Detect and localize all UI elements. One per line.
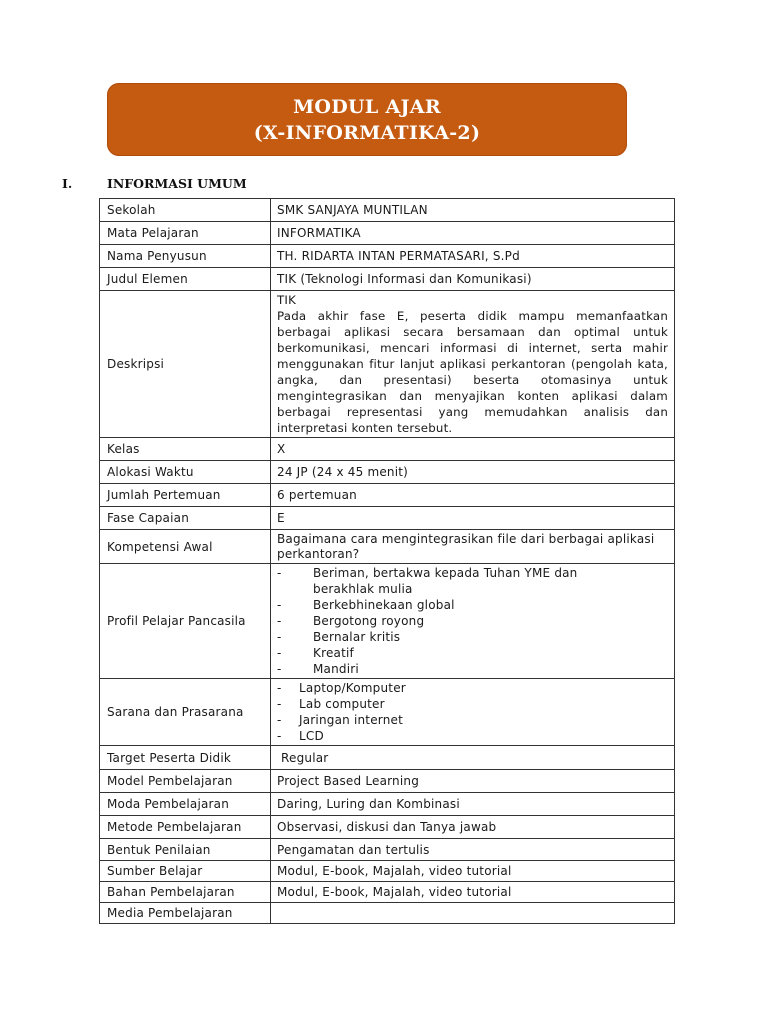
row-label: Model Pembelajaran: [100, 770, 271, 793]
table-row: [100, 679, 675, 746]
title-banner: [107, 83, 627, 156]
list-dash: -: [277, 681, 282, 695]
row-value: INFORMATIKA: [271, 222, 675, 245]
table-row: [100, 268, 675, 291]
list-dash: -: [277, 646, 282, 660]
row-value: Daring, Luring dan Kombinasi: [271, 793, 675, 816]
list-dash: -: [277, 630, 282, 644]
list-item: [277, 696, 668, 712]
list-text: Lab computer: [299, 697, 385, 711]
table-row: [100, 564, 675, 679]
row-label: Kelas: [100, 438, 271, 461]
row-value: E: [271, 507, 675, 530]
list-item: [277, 645, 668, 661]
row-value: Modul, E-book, Majalah, video tutorial: [271, 861, 675, 882]
row-label: Bahan Pembelajaran: [100, 882, 271, 903]
row-label: Moda Pembelajaran: [100, 793, 271, 816]
row-value: [271, 903, 675, 924]
list-dash: -: [277, 566, 282, 580]
row-label: Bentuk Penilaian: [100, 839, 271, 861]
table-row: [100, 222, 675, 245]
list-item: [277, 680, 668, 696]
table-row: [100, 438, 675, 461]
row-value: SMK SANJAYA MUNTILAN: [271, 199, 675, 222]
section-heading: [62, 176, 247, 191]
row-label: Fase Capaian: [100, 507, 271, 530]
list-item: [277, 629, 668, 645]
description-text: Pada akhir fase E, peserta didik mampu memanfaatkan berbagai aplikasi secara bersamaan dan optimal untuk berkomunikasi, mencari informasi di internet, serta mahir menggunakan fitur lanjut aplikasi perkantoran (pengolah kata, angka, dan presentasi) beserta otomasinya untuk mengintegrasikan dan menyajikan konten aplikasi dalam berbagai representasi yang memudahkan analisis dan interpretasi konten tersebut.: [277, 309, 668, 435]
list-dash: -: [277, 713, 282, 727]
row-value: 6 pertemuan: [271, 484, 675, 507]
description-heading: TIK: [277, 293, 297, 307]
table-row: [100, 245, 675, 268]
list-dash: -: [277, 614, 282, 628]
list-text: Jaringan internet: [299, 713, 403, 727]
profil-list-cell: [271, 564, 675, 679]
list-dash: -: [277, 697, 282, 711]
list-dash: -: [277, 662, 282, 676]
row-label: Profil Pelajar Pancasila: [100, 564, 271, 679]
list-item: [277, 581, 668, 597]
table-row: [100, 746, 675, 770]
list-text: Laptop/Komputer: [299, 681, 406, 695]
table-row: [100, 882, 675, 903]
row-label: Sekolah: [100, 199, 271, 222]
row-label: Mata Pelajaran: [100, 222, 271, 245]
info-table: [99, 198, 675, 924]
row-value: Pengamatan dan tertulis: [271, 839, 675, 861]
row-label: Target Peserta Didik: [100, 746, 271, 770]
list-text: Bernalar kritis: [313, 630, 401, 644]
row-label: Kompetensi Awal: [100, 530, 271, 564]
table-row: [100, 484, 675, 507]
list-text: Beriman, bertakwa kepada Tuhan YME dan: [313, 566, 578, 580]
table-row: [100, 770, 675, 793]
row-label: Judul Elemen: [100, 268, 271, 291]
list-item: [277, 661, 668, 677]
list-text: Bergotong royong: [313, 614, 425, 628]
section-title: INFORMASI UMUM: [107, 176, 247, 191]
row-value: X: [271, 438, 675, 461]
row-value: TIK (Teknologi Informasi dan Komunikasi): [271, 268, 675, 291]
table-row: [100, 507, 675, 530]
row-label: Alokasi Waktu: [100, 461, 271, 484]
title-line-1: MODUL AJAR: [293, 95, 441, 118]
table-row: [100, 793, 675, 816]
list-dash: -: [277, 598, 282, 612]
sarana-list: [277, 680, 668, 744]
table-row: [100, 839, 675, 861]
table-row: [100, 861, 675, 882]
list-item: [277, 613, 668, 629]
row-value: Observasi, diskusi dan Tanya jawab: [271, 816, 675, 839]
list-dash: -: [277, 729, 282, 743]
table-row: [100, 903, 675, 924]
table-row: [100, 816, 675, 839]
row-label: Nama Penyusun: [100, 245, 271, 268]
table-row: [100, 461, 675, 484]
list-text: Mandiri: [313, 662, 359, 676]
row-value: Modul, E-book, Majalah, video tutorial: [271, 882, 675, 903]
list-text-continuation: berakhlak mulia: [313, 582, 413, 596]
row-value: Bagaimana cara mengintegrasikan file dari berbagai aplikasi perkantoran?: [271, 530, 675, 564]
row-label: Jumlah Pertemuan: [100, 484, 271, 507]
list-item: [277, 728, 668, 744]
list-item: [277, 597, 668, 613]
row-label: Sumber Belajar: [100, 861, 271, 882]
sarana-list-cell: [271, 679, 675, 746]
row-value: 24 JP (24 x 45 menit): [271, 461, 675, 484]
row-value: Regular: [271, 746, 675, 770]
row-label: Media Pembelajaran: [100, 903, 271, 924]
description-cell: [271, 291, 675, 438]
list-item: [277, 565, 668, 581]
row-value: TH. RIDARTA INTAN PERMATASARI, S.Pd: [271, 245, 675, 268]
row-value: Project Based Learning: [271, 770, 675, 793]
list-item: [277, 712, 668, 728]
section-number: I.: [62, 176, 73, 191]
row-label: Metode Pembelajaran: [100, 816, 271, 839]
profil-list: [277, 565, 668, 677]
title-line-2: (X-INFORMATIKA-2): [253, 121, 481, 144]
row-label: Deskripsi: [100, 291, 271, 438]
table-row: [100, 199, 675, 222]
list-text: Berkebhinekaan global: [313, 598, 455, 612]
table-row: [100, 530, 675, 564]
table-row: [100, 291, 675, 438]
row-label: Sarana dan Prasarana: [100, 679, 271, 746]
list-text: Kreatif: [313, 646, 354, 660]
list-text: LCD: [299, 729, 324, 743]
